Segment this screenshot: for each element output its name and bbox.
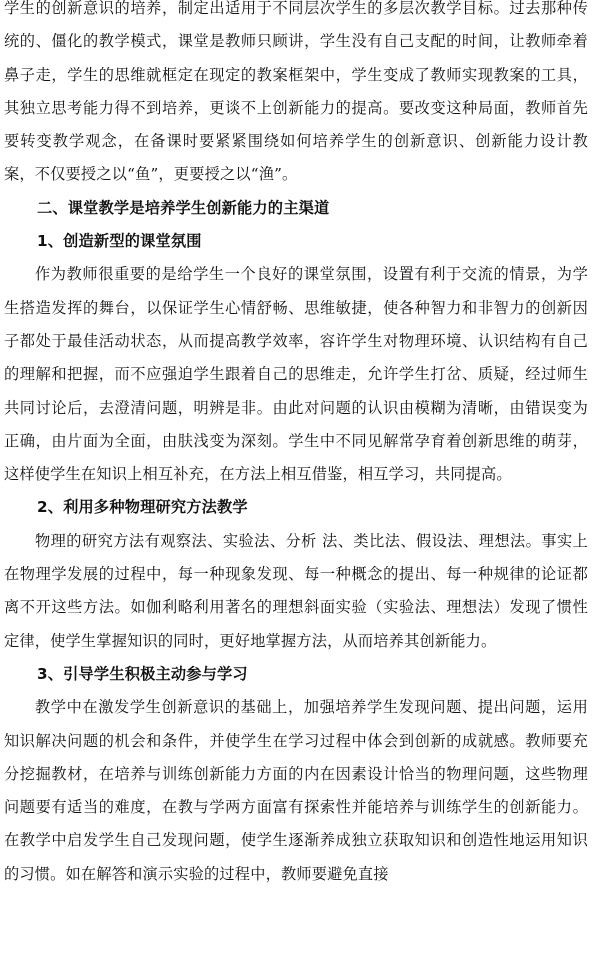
section-heading: 二、课堂教学是培养学生创新能力的主渠道: [37, 198, 330, 217]
intro-paragraph: 学生的创新意识的培养，制定出适用于不同层次学生的多层次教学目标。过去那种传统的、僵化的教学模式，课堂是教师只顾讲，学生没有自己支配的时间，让教师牵着鼻子走，学生的思维就框定在现定的教案框架中，学生变成了教师实现教案的工具，其独立思考能力得不到培养，更谈不上创新能力的提高。要改变这种局面，教师首先要转变教学观念，在备课时要紧紧围绕如何培养学生的创新意识、创新能力设计教案，不仅要授之以“鱼”，更要授之以“渔”。: [4, 0, 588, 184]
intro-block: [0, 0, 592, 192]
subsection-paragraph-2: 物理的研究方法有观察法、实验法、分析 法、类比法、假设法、理想法。事实上在物理学发展的过程中，每一种现象发现、每一种概念的提出、每一种规律的论证都离不开这些方法。如伽利略利用著名的理想斜面实验（实验法、理想法）发现了惯性定律，使学生掌握知识的同时，更好地掌握方法，从而培养其创新能力。: [4, 531, 588, 650]
subsection-heading-2: 2、利用多种物理研究方法教学: [37, 498, 248, 517]
subsection-heading-3: 3、引导学生积极主动参与学习: [37, 664, 248, 683]
subsection-paragraph-1: 作为教师很重要的是给学生一个良好的课堂氛围，设置有利于交流的情景，为学生搭造发挥的舞台，以保证学生心情舒畅、思维敏捷，使各种智力和非智力的创新因子都处于最佳活动状态，从而提高教学效率，容许学生对物理环境、认识结构有自己的理解和把握，而不应强迫学生跟着自己的思维走，允许学生打岔、质疑，经过师生共同讨论后，去澄清问题，明辨是非。由此对问题的认识由模糊为清晰，由错误变为正确，由片面为全面，由肤浅变为深刻。学生中不同见解常孕育着创新思维的萌芽，这样使学生在知识上相互补充，在方法上相互借鉴，相互学习，共同提高。: [4, 265, 588, 484]
subsection-paragraph-3: 教学中在激发学生创新意识的基础上，加强培养学生发现问题、提出问题，运用知识解决问题的机会和条件，并使学生在学习过程中体会到创新的成就感。教师要充分挖掘教材，在培养与训练创新能力方面的内在因素设计恰当的物理问题，这些物理问题要有适当的难度，在教与学两方面富有探索性并能培养与训练学生的创新能力。在教学中启发学生自己发现问题，使学生逐渐养成独立获取知识和创造性地运用知识的习惯。如在解答和演示实验的过程中，教师要避免直接: [4, 698, 588, 883]
subsection-heading-1: 1、创造新型的课堂氛围: [37, 232, 202, 251]
